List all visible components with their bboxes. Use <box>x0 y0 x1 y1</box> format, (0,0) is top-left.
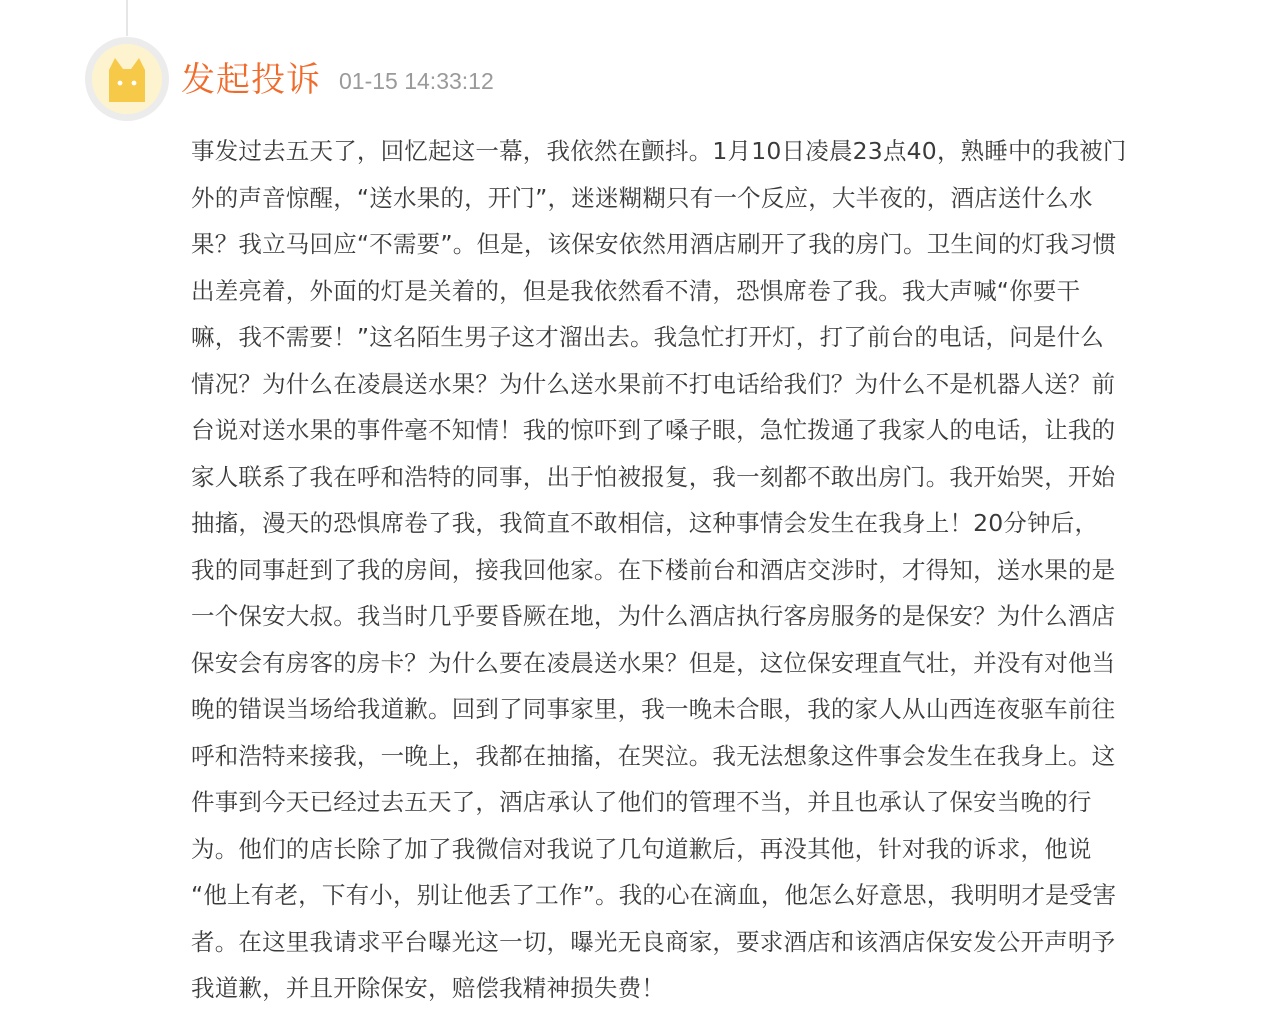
post-body-line: 台说对送水果的事件毫不知情！我的惊吓到了嗓子眼，急忙拨通了我家人的电话，让我的 <box>191 416 1116 444</box>
post-title[interactable]: 发起投诉 <box>181 60 321 100</box>
post-header <box>181 56 494 104</box>
post-body-line: 我的同事赶到了我的房间，接我回他家。在下楼前台和酒店交涉时，才得知，送水果的是 <box>191 555 1116 584</box>
post-body-line: 一个保安大叔。我当时几乎要昏厥在地，为什么酒店执行客房服务的是保安？为什么酒店 <box>191 602 1116 630</box>
post-timestamp: 01-15 14:33:12 <box>339 68 494 94</box>
post-body-line: 嘛，我不需要！”这名陌生男子这才溜出去。我急忙打开灯，打了前台的电话，问是什么 <box>191 323 1104 351</box>
post-body-line: 出差亮着，外面的灯是关着的，但是我依然看不清，恐惧席卷了我。我大声喊“你要干 <box>191 276 1081 305</box>
post-body <box>191 128 1171 1012</box>
post-body-line: 件事到今天已经过去五天了，酒店承认了他们的管理不当，并且也承认了保安当晚的行 <box>191 788 1092 816</box>
avatar-ring[interactable] <box>85 37 169 121</box>
post-body-line: 者。在这里我请求平台曝光这一切，曝光无良商家，要求酒店和该酒店保安发公开声明予 <box>191 927 1116 956</box>
post-body-line: 事发过去五天了，回忆起这一幕，我依然在颤抖。1月10日凌晨23点40，熟睡中的我被门 <box>191 137 1127 165</box>
post-body-line: 为。他们的店长除了加了我微信对我说了几句道歉后，再没其他，针对我的诉求，他说 <box>191 834 1092 863</box>
post-body-line: 保安会有房客的房卡？为什么要在凌晨送水果？但是，这位保安理直气壮，并没有对他当 <box>191 648 1116 677</box>
post-body-line: 呼和浩特来接我，一晚上，我都在抽搐，在哭泣。我无法想象这件事会发生在我身上。这 <box>191 741 1116 770</box>
post-body-line: 晚的错误当场给我道歉。回到了同事家里，我一晚未合眼，我的家人从山西连夜驱车前往 <box>191 695 1116 723</box>
cat-avatar-icon <box>92 44 162 114</box>
post-body-line: 外的声音惊醒，“送水果的，开门”，迷迷糊糊只有一个反应，大半夜的，酒店送什么水 <box>191 183 1093 212</box>
post-body-line: 我道歉，并且开除保安，赔偿我精神损失费！ <box>191 974 665 1002</box>
post-body-line: 果？我立马回应“不需要”。但是，该保安依然用酒店刷开了我的房门。卫生间的灯我习惯 <box>191 230 1117 258</box>
timeline-line <box>126 0 128 36</box>
post-body-line: 抽搐，漫天的恐惧席卷了我，我简直不敢相信，这种事情会发生在我身上！20分钟后， <box>191 509 1099 537</box>
post-body-line: “他上有老，下有小，别让他丢了工作”。我的心在滴血，他怎么好意思，我明明才是受害 <box>191 881 1117 909</box>
post-body-line: 情况？为什么在凌晨送水果？为什么送水果前不打电话给我们？为什么不是机器人送？前 <box>191 369 1116 398</box>
post-body-line: 家人联系了我在呼和浩特的同事，出于怕被报复，我一刻都不敢出房门。我开始哭，开始 <box>191 462 1116 491</box>
